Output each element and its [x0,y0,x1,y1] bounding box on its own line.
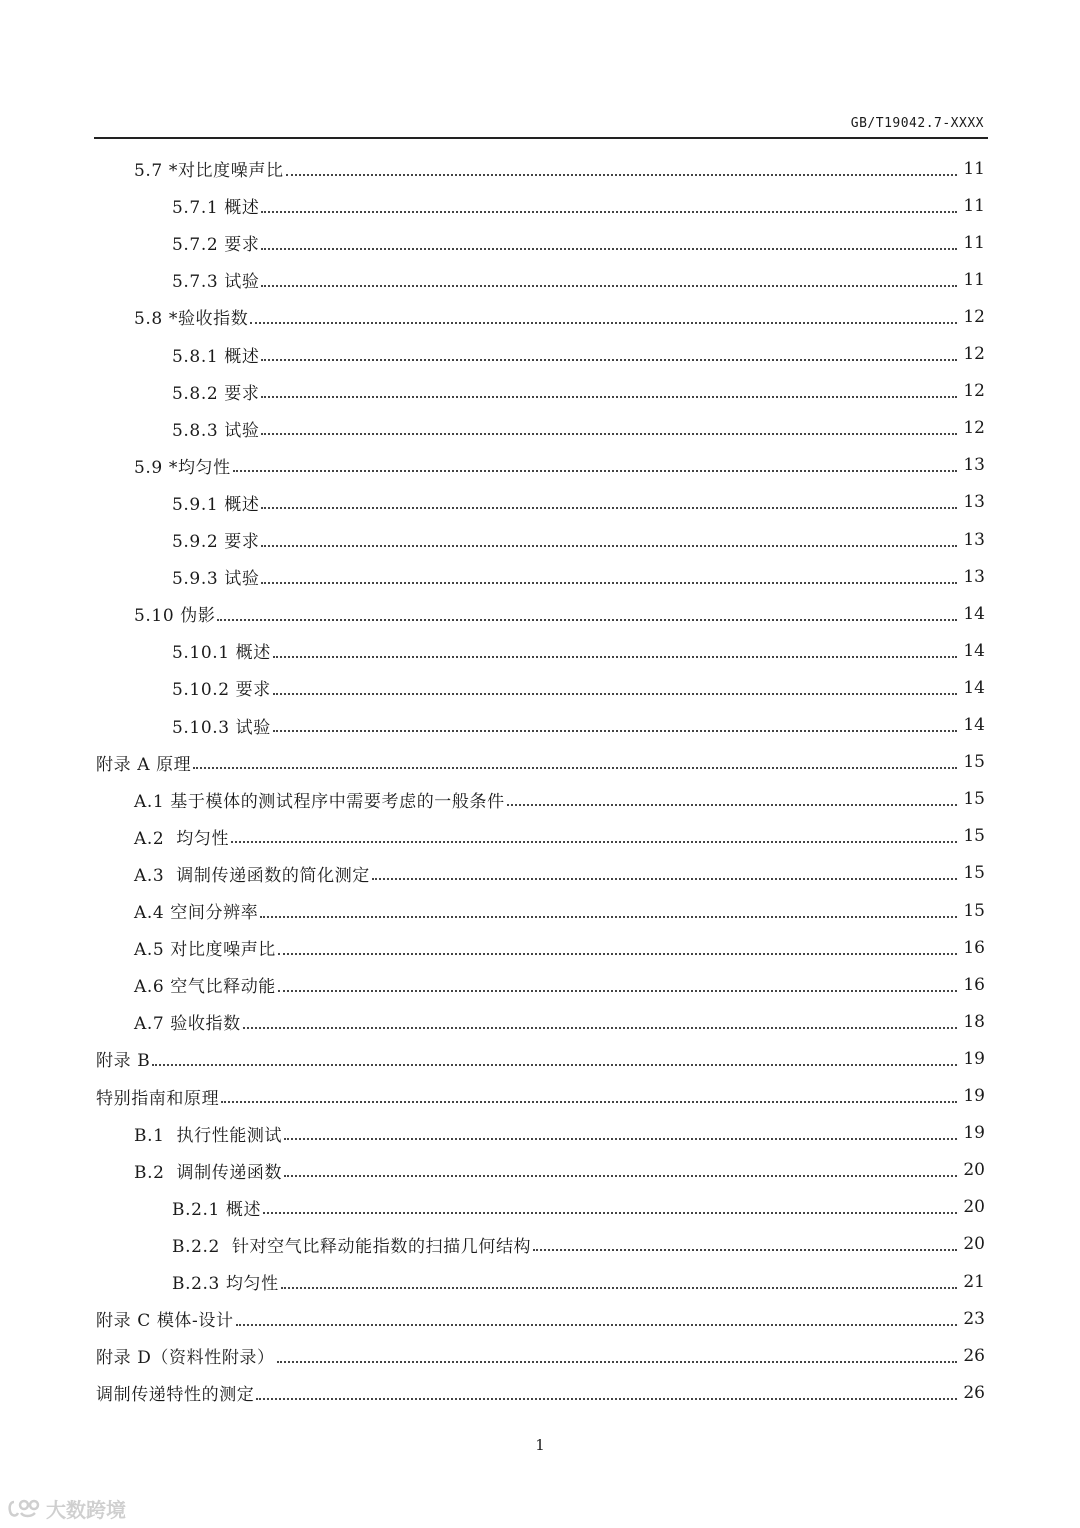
toc-entry-title: B.1 执行性能测试 [134,1125,283,1146]
toc-leader-dots [152,1064,957,1066]
toc-entry[interactable] [96,1374,985,1411]
toc-entry-title: 5.9.3 试验 [172,569,260,590]
toc-entry[interactable] [134,855,985,892]
toc-entry-page: 20 [963,1197,985,1218]
toc-entry[interactable] [172,373,985,410]
toc-entry-page: 16 [963,937,985,958]
toc-leader-dots [261,211,957,213]
toc-entry[interactable] [172,521,985,558]
toc-entry-page: 11 [963,195,985,216]
toc-entry-page: 11 [963,269,985,290]
toc-entry[interactable] [172,632,985,669]
toc-entry-page: 18 [963,1011,985,1032]
toc-entry[interactable] [134,298,985,335]
toc-entry-title: A.6 空气比释动能 [134,977,276,998]
toc-entry-page: 13 [963,566,985,587]
toc-entry-page: 13 [963,455,985,476]
toc-leader-dots [233,470,958,472]
toc-entry-title: 5.7.3 试验 [172,272,260,293]
toc-entry[interactable] [172,484,985,521]
toc-leader-dots [278,990,957,992]
toc-entry-page: 12 [963,344,985,364]
toc-entry-title: A.7 验收指数 [134,1014,241,1035]
toc-entry-title: 附录 C 模体-设计 [96,1311,234,1332]
toc-entry-title: B.2.3 均匀性 [172,1274,279,1294]
toc-entry-title: 附录 A 原理 [96,754,192,775]
toc-entry-title: A.3 调制传递函数的简化测定 [134,865,370,886]
toc-entry-title: 5.7 *对比度噪声比 [134,161,284,181]
toc-entry-page: 16 [963,974,985,995]
toc-leader-dots [250,322,957,324]
toc-entry-page: 23 [963,1308,985,1329]
toc-entry[interactable] [134,447,985,484]
toc-entry[interactable] [172,261,985,298]
watermark-text: 大数跨境 [46,1498,126,1522]
toc-entry-page: 20 [963,1234,985,1255]
standard-code: GB/T19042.7-XXXX [850,116,984,131]
brand-logo-icon [8,1498,42,1520]
toc-leader-dots [231,841,957,843]
toc-leader-dots [217,619,957,621]
toc-entry-title: B.2.2 针对空气比释动能指数的扫描几何结构 [172,1236,532,1257]
toc-entry-title: 5.7.1 概述 [172,198,260,219]
toc-leader-dots [261,545,957,547]
toc-leader-dots [277,1361,958,1363]
toc-entry-page: 21 [963,1271,985,1292]
toc-entry-page: 15 [963,789,985,810]
toc-entry[interactable] [172,669,985,706]
toc-entry-page: 15 [963,752,985,773]
toc-entry-page: 12 [963,418,985,439]
toc-leader-dots [193,767,957,769]
toc-entry[interactable] [172,410,985,447]
toc-entry-title: 5.8.3 试验 [172,420,260,441]
toc-entry-title: 5.10.1 概述 [172,643,271,664]
toc-entry-title: 调制传递特性的测定 [96,1385,255,1406]
toc-entry-title: 5.9 *均匀性 [134,457,231,478]
toc-entry-page: 14 [963,715,985,735]
toc-entry[interactable] [96,1040,985,1077]
toc-entry-page: 19 [963,1048,985,1069]
toc-leader-dots [533,1249,957,1251]
header-divider [94,137,988,139]
toc-entry-page: 15 [963,863,985,884]
toc-entry-title: 5.8.1 概述 [172,346,260,367]
toc-entry[interactable] [134,818,985,855]
toc-leader-dots [261,248,957,250]
toc-entry-page: 14 [963,603,985,624]
toc-entry[interactable] [134,1003,985,1040]
toc-entry-title: 附录 D（资料性附录） [96,1348,275,1369]
toc-entry[interactable] [134,929,985,966]
toc-leader-dots [281,1287,958,1289]
toc-leader-dots [261,396,957,398]
toc-leader-dots [236,1324,958,1326]
toc-entry-page: 19 [963,1086,985,1106]
page-number: 1 [535,1436,545,1454]
toc-leader-dots [278,953,957,955]
toc-entry-title: A.1 基于模体的测试程序中需要考虑的一般条件 [134,791,505,812]
toc-leader-dots [221,1101,957,1103]
toc-entry[interactable] [96,744,985,781]
toc-entry-page: 11 [963,232,985,253]
toc-entry[interactable] [172,1189,985,1226]
toc-entry[interactable] [134,966,985,1003]
toc-leader-dots [261,359,957,361]
toc-entry[interactable] [96,1337,985,1374]
toc-entry-title: 5.8.2 要求 [172,383,260,404]
toc-leader-dots [260,916,957,918]
toc-entry[interactable] [134,595,985,632]
toc-entry-title: 5.9.2 要求 [172,532,260,552]
toc-entry-title: 5.10.3 试验 [172,717,271,738]
toc-entry-page: 12 [963,306,985,327]
toc-leader-dots [507,804,958,806]
toc-entry-page: 15 [963,826,985,847]
toc-entry[interactable] [172,224,985,261]
toc-entry-page: 15 [963,900,985,921]
toc-entry-title: 特别指南和原理 [96,1088,220,1109]
toc-entry[interactable] [172,558,985,595]
toc-entry[interactable] [134,1152,985,1189]
toc-entry-title: B.2 调制传递函数 [134,1162,283,1183]
toc-leader-dots [261,507,957,509]
toc-entry[interactable] [96,1078,985,1115]
toc-entry-page: 13 [963,529,985,550]
toc-leader-dots [273,656,957,658]
toc-leader-dots [263,1212,957,1214]
toc-entry-title: 附录 B [96,1051,151,1072]
toc-leader-dots [273,730,957,732]
toc-entry-page: 26 [963,1345,985,1366]
toc-entry[interactable] [134,1115,985,1152]
toc-entry-page: 14 [963,677,985,698]
toc-entry[interactable] [172,187,985,224]
toc-entry-title: 5.8 *验收指数 [134,309,249,330]
toc-entry[interactable] [172,707,985,744]
toc-entry[interactable] [172,336,985,373]
toc-entry[interactable] [172,1226,985,1263]
toc-entry-title: 5.9.1 概述 [172,494,260,515]
toc-entry[interactable] [172,1263,985,1300]
toc-entry-title: 5.7.2 要求 [172,235,260,256]
toc-entry[interactable] [134,150,985,187]
toc-leader-dots [261,582,957,584]
toc-leader-dots [286,174,958,176]
toc-entry-title: A.5 对比度噪声比 [134,940,276,961]
toc-leader-dots [256,1398,957,1400]
toc-entry-title: A.2 均匀性 [134,828,230,849]
toc-leader-dots [243,1027,958,1029]
toc-entry-title: 5.10 伪影 [134,606,216,627]
toc-leader-dots [284,1175,957,1177]
toc-entry-title: 5.10.2 要求 [172,680,271,701]
toc-entry-page: 12 [963,381,985,402]
toc-leader-dots [372,878,957,880]
watermark [8,1494,126,1523]
toc-entry-title: A.4 空间分辨率 [134,903,259,923]
toc-entry[interactable] [134,892,985,929]
toc-entry-page: 19 [963,1123,985,1144]
toc-entry[interactable] [96,1300,985,1337]
toc-entry-title: B.2.1 概述 [172,1199,262,1220]
toc-leader-dots [273,693,957,695]
toc-leader-dots [284,1138,957,1140]
toc-entry-page: 13 [963,492,985,513]
toc-leader-dots [261,433,957,435]
toc-entry-page: 11 [963,158,985,179]
toc-entry-page: 26 [963,1382,985,1403]
toc-entry-page: 20 [963,1160,985,1181]
toc-entry[interactable] [134,781,985,818]
toc-entry-page: 14 [963,640,985,661]
toc-leader-dots [261,285,957,287]
